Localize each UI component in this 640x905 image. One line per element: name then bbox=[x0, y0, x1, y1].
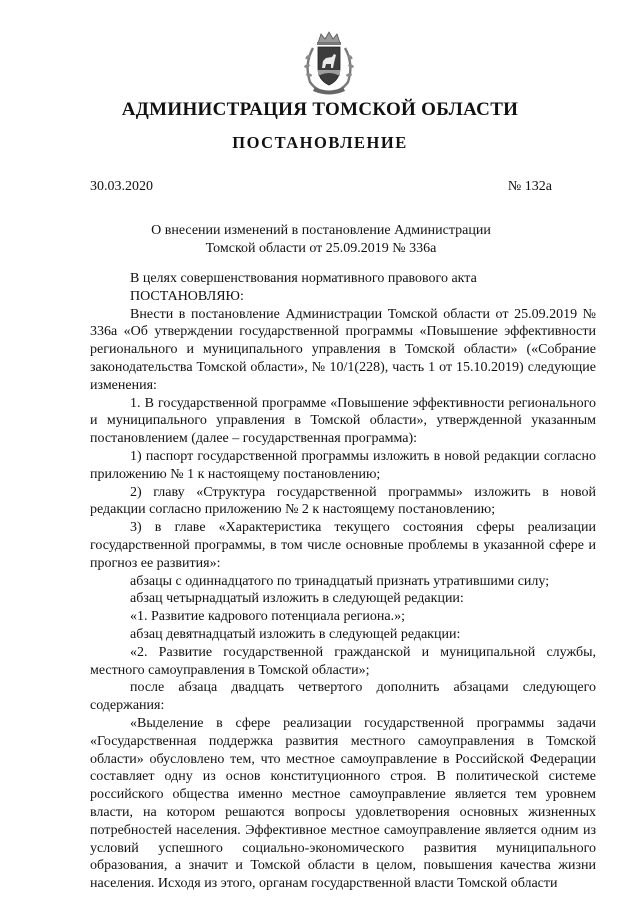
body-paragraph: после абзаца двадцать четвертого дополнить абзацами следующего содержания: bbox=[90, 680, 596, 714]
body-paragraph: абзац девятнадцатый изложить в следующей редакции: bbox=[130, 626, 461, 642]
body-paragraph: 3) в главе «Характеристика текущего состояния сферы реализации государственной программы, в том числе основные проблемы в указанной сфере и прогноз ее развития»: bbox=[90, 520, 596, 571]
body-paragraph: абзацы с одиннадцатого по тринадцатый признать утратившими силу; bbox=[130, 573, 550, 589]
document-body bbox=[90, 270, 596, 893]
body-paragraph: «2. Развитие государственной гражданской и муниципальной службы, местного самоуправления в Томской области»; bbox=[90, 644, 596, 678]
subject-line-1: О внесении изменений в постановление Администрации bbox=[151, 223, 491, 238]
document-date: 30.03.2020 bbox=[90, 179, 153, 194]
body-paragraph: абзац четырнадцатый изложить в следующей редакции: bbox=[130, 591, 464, 607]
body-paragraph: «1. Развитие кадрового потенциала региона.»; bbox=[130, 609, 405, 625]
organization-title: АДМИНИСТРАЦИЯ ТОМСКОЙ ОБЛАСТИ bbox=[121, 99, 519, 120]
body-paragraph: 2) главу «Структура государственной программы» изложить в новой редакции согласно приложению № 2 к настоящему постановлению; bbox=[90, 484, 596, 518]
body-paragraph: Внести в постановление Администрации Томской области от 25.09.2019 № 336а «Об утверждении государственной программы «Повышение эффективности регионального и муниципального управления в Томской области» («Собрание законодательства Томской области», № 10/1(228), часть 1 от 15.10.2019) следующие изменения: bbox=[90, 306, 596, 393]
document-type-heading: ПОСТАНОВЛЕНИЕ bbox=[232, 133, 408, 152]
body-paragraph: 1. В государственной программе «Повышение эффективности регионального и муниципального управления в Томской области», утвержденной указанным постановлением (далее – государственная программа): bbox=[90, 395, 596, 447]
document-subject bbox=[90, 222, 552, 258]
document-number: № 132а bbox=[507, 179, 552, 194]
body-paragraph: «Выделение в сфере реализации государственной программы задачи «Государственная поддержка развития местного самоуправления в Томской области» обусловлено тем, что местное самоуправление в Российской Федерации составляет одну из основ конституционного строя. В политической системе российского общества именно местное самоуправление является тем уровнем власти, на котором решаются вопросы удовлетворения основных жизненных потребностей населения. Эффективное местное самоуправление является одним из условий успешного социально-экономического развития муниципального образования, а значит и Томской области в целом, повышения качества жизни населения. Исходя из этого, органам государственной власти Томской области bbox=[90, 715, 596, 892]
subject-line-2: Томской области от 25.09.2019 № 336а bbox=[205, 241, 437, 256]
preamble-paragraph: В целях совершенствования нормативного правового акта bbox=[130, 271, 477, 286]
resolve-keyword: ПОСТАНОВЛЯЮ: bbox=[130, 288, 244, 304]
body-paragraph: 1) паспорт государственной программы изложить в новой редакции согласно приложению № 1 к настоящему постановлению; bbox=[90, 448, 596, 482]
tomsk-region-coat-of-arms-icon bbox=[299, 30, 359, 96]
